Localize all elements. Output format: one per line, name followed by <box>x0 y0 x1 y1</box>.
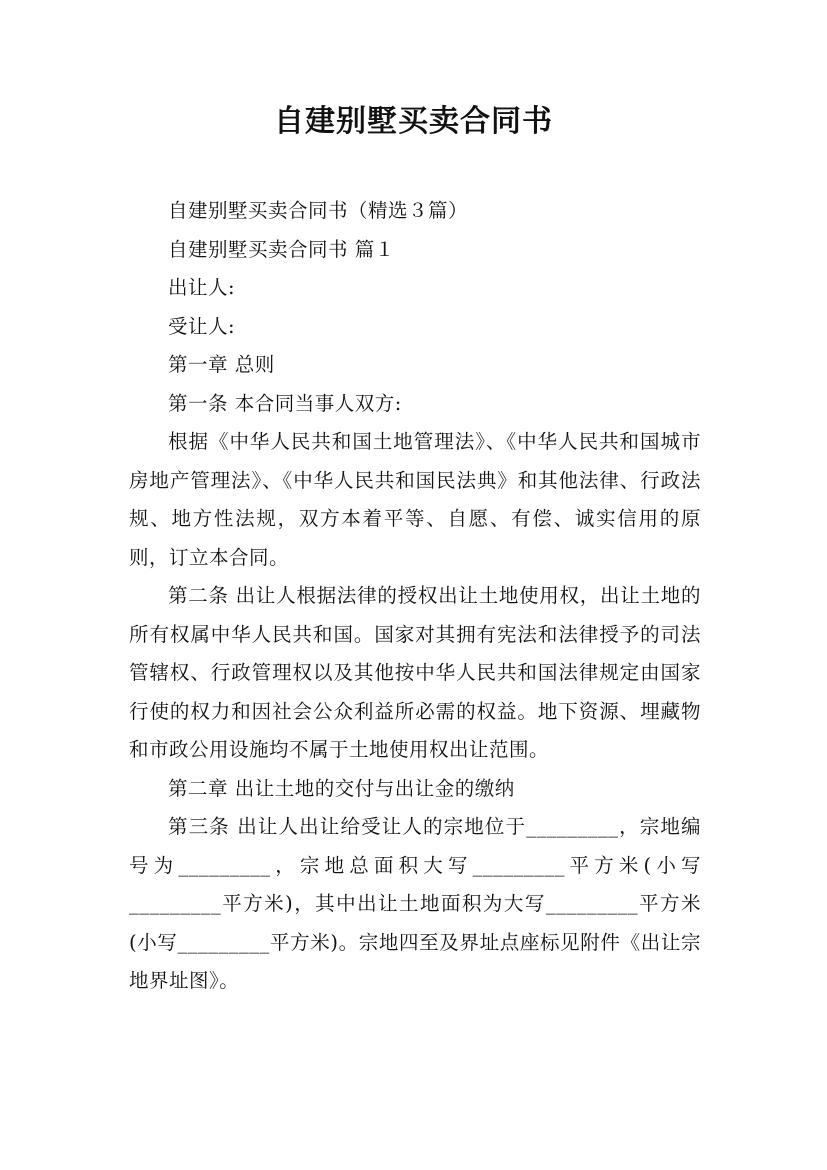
transferor-label: 出让人: <box>168 276 236 299</box>
chapter-2-heading: 第二章 出让土地的交付与出让金的缴纳 <box>168 776 515 800</box>
article-3-paragraph: 第三条 出让人出让给受让人的宗地位于_________，宗地编号为_________，宗地总面积大写_________平方米(小写_________平方米)，其中出让土地面积为大写_________平方米(小写_________平方米)。宗地四至及界址点座标见附件《出让宗地界址图》。 <box>129 815 701 992</box>
article-1-paragraph: 根据《中华人民共和国土地管理法》、《中华人民共和国城市房地产管理法》、《中华人民共和国民法典》和其他法律、行政法规、地方性法规，双方本着平等、自愿、有偿、诚实信用的原则，订立本合同。 <box>129 430 701 569</box>
article-1-heading: 第一条 本合同当事人双方: <box>168 391 402 415</box>
section-heading: 自建别墅买卖合同书 篇１ <box>168 237 395 261</box>
transferee-label: 受让人: <box>168 314 236 338</box>
document-subtitle: 自建别墅买卖合同书（精选３篇） <box>168 199 469 222</box>
article-2-paragraph: 第二条 出让人根据法律的授权出让土地使用权，出让土地的所有权属中华人民共和国。国家对其拥有宪法和法律授予的司法管辖权、行政管理权以及其他按中华人民共和国法律规定由国家行使的权力和因社会公众利益所必需的权益。地下资源、埋藏物和市政公用设施均不属于土地使用权出让范围。 <box>129 584 701 761</box>
document-body <box>129 192 701 1001</box>
document-title: 自建别墅买卖合同书 <box>274 104 553 139</box>
chapter-1-heading: 第一章 总则 <box>168 353 275 376</box>
